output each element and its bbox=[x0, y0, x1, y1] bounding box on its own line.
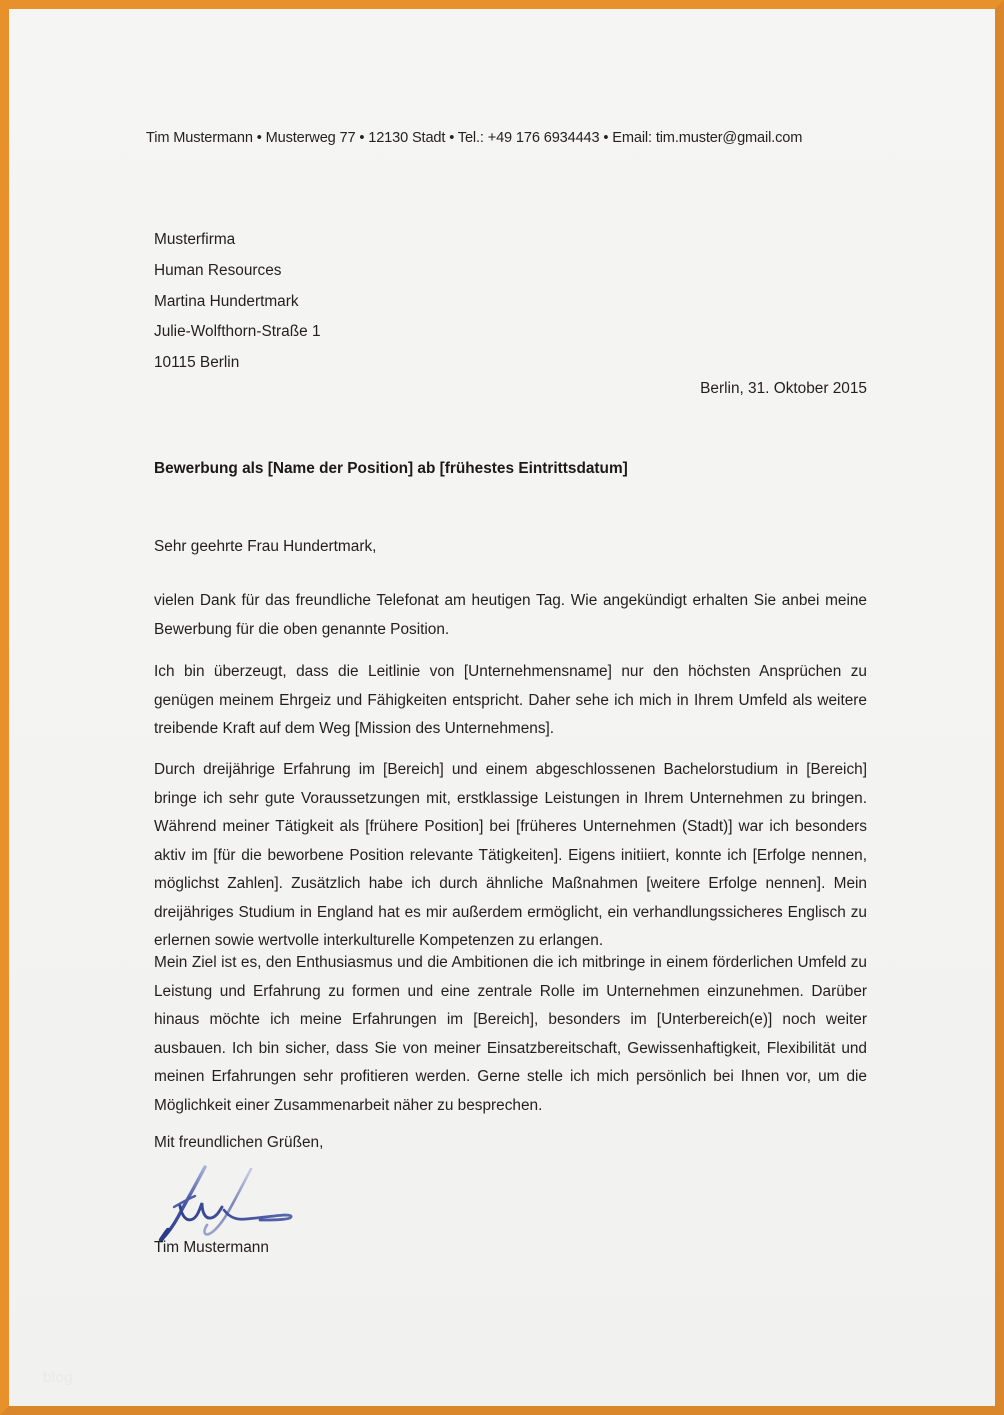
body-paragraph-4: Mein Ziel ist es, den Enthusiasmus und die Ambitionen die ich mitbringe in einem förderlichen Umfeld zu Leistung und Erfahrung zu formen und eine zentrale Rolle im Unternehmen einzunehmen. Darüber hinaus möchte ich meine Erfahrungen im [Bereich], besonders im [Unterbereich(e)] noch weiter ausbauen. Ich bin sicher, dass Sie von meiner Einsatzbereitschaft, Gewissenhaftigkeit, Flexibilität und meinen Erfahrungen sehr profitieren werden. Gerne stelle ich mich persönlich bei Ihnen vor, um die Möglichkeit einer Zusammenarbeit näher zu besprechen. bbox=[154, 954, 867, 1114]
sender-contact-line: Tim Mustermann • Musterweg 77 • 12130 Stadt • Tel.: +49 176 6934443 • Email: tim.muster@gmail.com bbox=[146, 130, 803, 146]
subject-line: Bewerbung als [Name der Position] ab [frühestes Eintrittsdatum] bbox=[154, 460, 628, 477]
signature-name: Tim Mustermann bbox=[154, 1239, 269, 1256]
closing-phrase: Mit freundlichen Grüßen, bbox=[154, 1134, 324, 1151]
body-paragraph-3: Durch dreijährige Erfahrung im [Bereich] und einem abgeschlossenen Bachelorstudium in [Bereich] bringe ich sehr gute Voraussetzungen mit, erstklassige Leistungen in Ihrem Unternehmen zu bringen. Während meiner Tätigkeit als [frühere Position] bei [früheres Unternehmen (Stadt)] war ich besonders aktiv im [für die beworbene Position relevante Tätigkeiten]. Eigens initiiert, konnte ich [Erfolge nennen, möglichst Zahlen]. Zusätzlich habe ich durch ähnliche Maßnahmen [weitere Erfolge nennen]. Mein dreijähriges Studium in England hat es mir außerdem ermöglicht, ein verhandlungssicheres Englisch zu erlernen sowie wertvolle interkulturelle Kompetenzen zu erlangen. bbox=[154, 761, 867, 949]
salutation: Sehr geehrte Frau Hundertmark, bbox=[154, 538, 377, 555]
recipient-line-person: Martina Hundertmark bbox=[154, 292, 299, 310]
recipient-line-department: Human Resources bbox=[154, 261, 282, 279]
recipient-line-city: 10115 Berlin bbox=[154, 354, 240, 372]
date-line: Berlin, 31. Oktober 2015 bbox=[700, 380, 867, 397]
recipient-address-block bbox=[154, 225, 321, 379]
recipient-line-company: Musterfirma bbox=[154, 231, 236, 248]
handwritten-signature-icon bbox=[154, 1162, 314, 1244]
recipient-line-street: Julie-Wolfthorn-Straße 1 bbox=[154, 323, 321, 341]
body-paragraph-2: Ich bin überzeugt, dass die Leitlinie von [Unternehmensname] nur den höchsten Ansprüchen zu genügen meinem Ehrgeiz und Fähigkeiten entspricht. Daher sehe ich mich in Ihrem Umfeld als weitere treibende Kraft auf dem Weg [Mission des Unternehmens]. bbox=[154, 663, 867, 737]
body-paragraph-1: vielen Dank für das freundliche Telefonat am heutigen Tag. Wie angekündigt erhalten Sie anbei meine Bewerbung für die oben genannte Position. bbox=[154, 592, 867, 638]
page-watermark: blog bbox=[43, 1369, 73, 1386]
